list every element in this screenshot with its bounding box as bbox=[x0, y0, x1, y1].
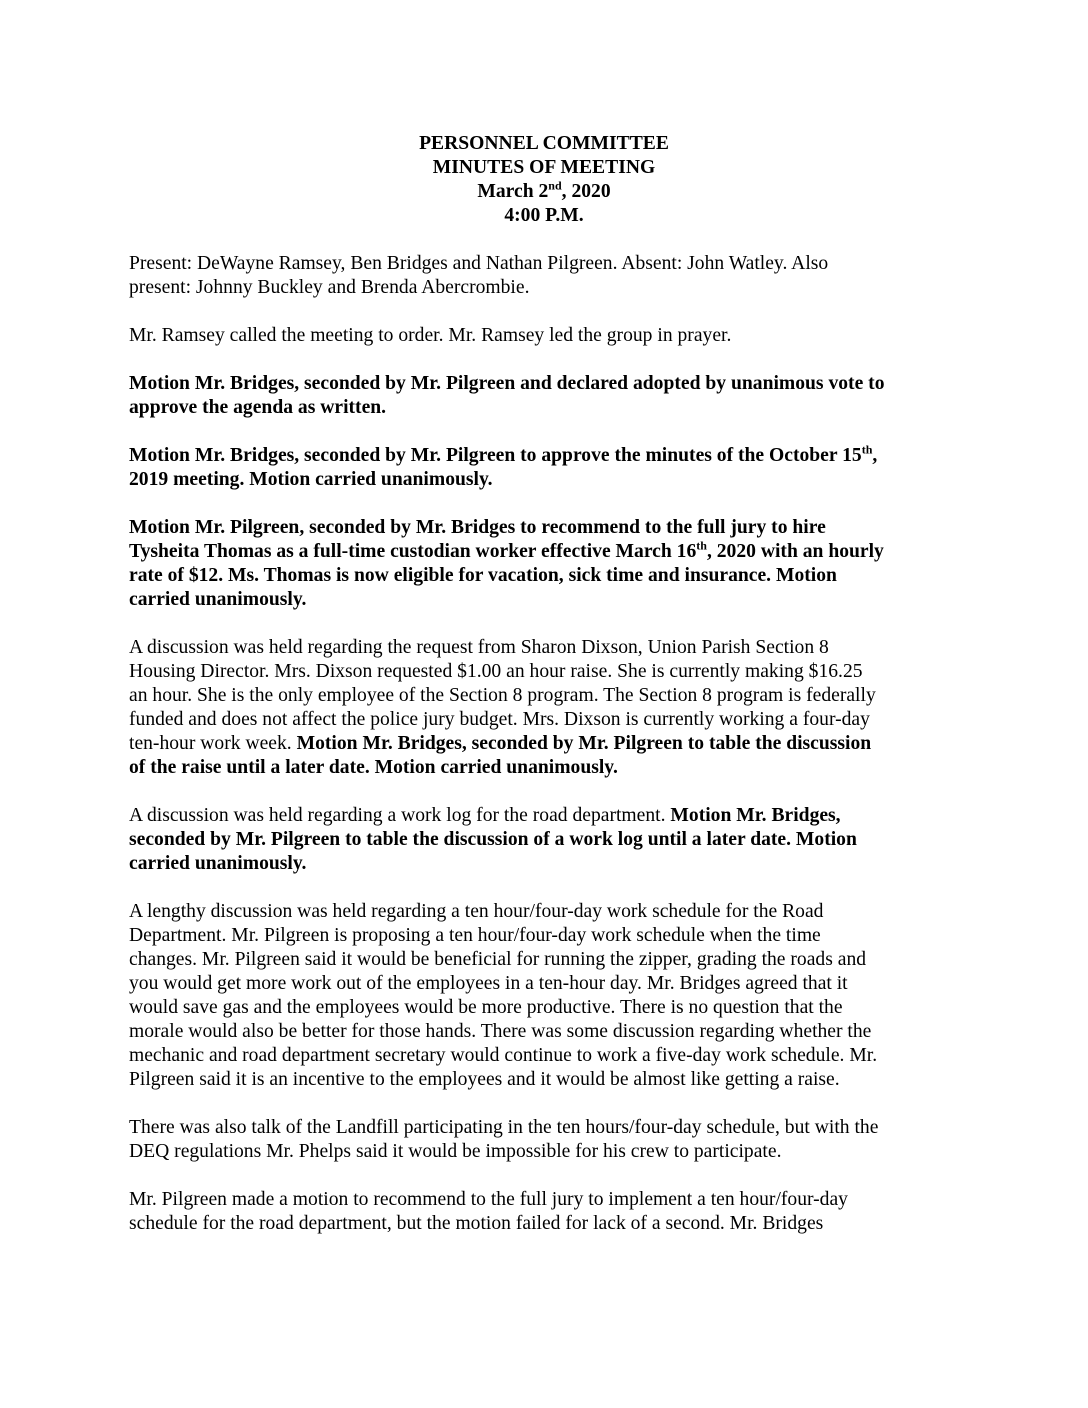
motion-minutes-paragraph: Motion Mr. Bridges, seconded by Mr. Pilgreen to approve the minutes of the October 15th, 2019 meeting. Motion carried unanimously. bbox=[129, 442, 878, 490]
committee-title: PERSONNEL COMMITTEE bbox=[419, 133, 669, 154]
schedule-paragraph: A lengthy discussion was held regarding a ten hour/four-day work schedule for the Road Department. Mr. Pilgreen is proposing a ten hour/four-day work schedule when the time changes. Mr. Pilgreen said it would be beneficial for running the zipper, grading the roads and you would get more work out of the employees in a ten-hour day. Mr. Bridges agreed that it would save gas and the employees would be more productive. There is no question that the morale would also be better for those hands. There was some discussion regarding whether the mechanic and road department secretary would continue to work a five-day work schedule. Mr. Pilgreen said it is an incentive to the employees and it would be almost like getting a raise. bbox=[129, 901, 878, 1090]
call-to-order-paragraph: Mr. Ramsey called the meeting to order. Mr. Ramsey led the group in prayer. bbox=[129, 325, 732, 346]
meeting-date: March 2nd, 2020 bbox=[477, 178, 611, 202]
section8-paragraph: A discussion was held regarding the request from Sharon Dixson, Union Parish Section 8 Housing Director. Mrs. Dixson requested $1.00 an hour raise. She is currently making $16.25 an hour. She is the only employee of the Section 8 program. The Section 8 program is federally funded and does not affect the police jury budget. Mrs. Dixson is currently working a four-day ten-hour work week. Motion Mr. Bridges, seconded by Mr. Pilgreen to table the discussion of the raise until a later date. Motion carried unanimously. bbox=[129, 637, 876, 778]
work-log-paragraph: A discussion was held regarding a work log for the road department. Motion Mr. Bridges, seconded by Mr. Pilgreen to table the discussion of a work log until a later date. Motion carried unanimously. bbox=[129, 805, 857, 874]
document-page bbox=[129, 132, 959, 1260]
attendance-paragraph: Present: DeWayne Ramsey, Ben Bridges and Nathan Pilgreen. Absent: John Watley. Also present: Johnny Buckley and Brenda Abercrombie. bbox=[129, 253, 829, 298]
minutes-title: MINUTES OF MEETING bbox=[432, 157, 656, 178]
motion-hire-paragraph: Motion Mr. Pilgreen, seconded by Mr. Bridges to recommend to the full jury to hire Tysheita Thomas as a full-time custodian worker effective March 16th, 2020 with an hourly rate of $12. Ms. Thomas is now eligible for vacation, sick time and insurance. Motion carried unanimously. bbox=[129, 517, 884, 610]
landfill-paragraph: There was also talk of the Landfill participating in the ten hours/four-day schedule, but with the DEQ regulations Mr. Phelps said it would be impossible for his crew to participate. bbox=[129, 1117, 879, 1162]
meeting-time: 4:00 P.M. bbox=[504, 205, 584, 226]
recommend-paragraph: Mr. Pilgreen made a motion to recommend to the full jury to implement a ten hour/four-day schedule for the road department, but the motion failed for lack of a second. Mr. Bridges bbox=[129, 1189, 848, 1234]
document-header bbox=[129, 132, 959, 228]
motion-agenda-paragraph: Motion Mr. Bridges, seconded by Mr. Pilgreen and declared adopted by unanimous vote to approve the agenda as written. bbox=[129, 373, 885, 418]
